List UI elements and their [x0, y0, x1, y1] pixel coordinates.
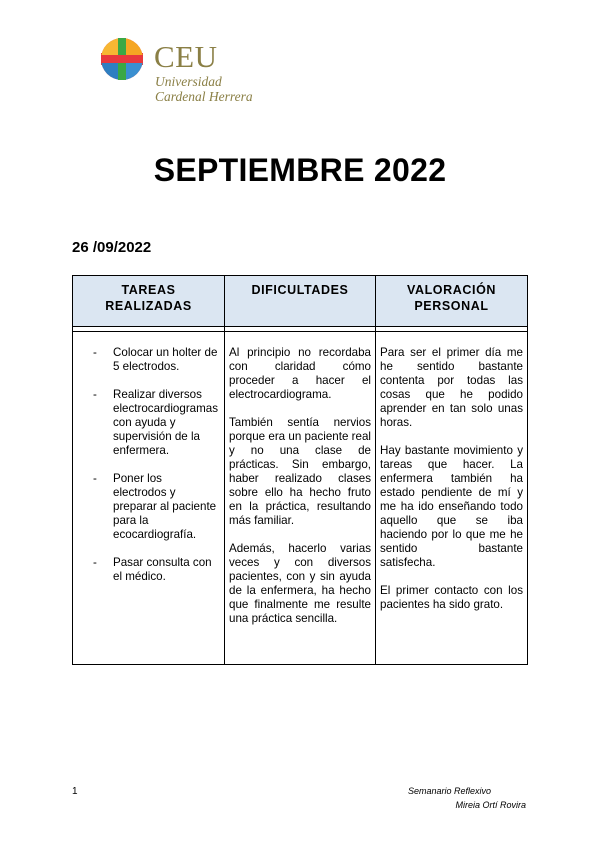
ceu-logo	[100, 37, 270, 107]
list-item: - Colocar un holter de 5 electrodos.	[93, 346, 218, 373]
header-assessment: VALORACIÓN PERSONAL	[376, 276, 528, 327]
logo-name: CEU	[154, 39, 218, 74]
logo-line-2: Cardenal Herrera	[155, 89, 253, 104]
entry-date: 26 /09/2022	[72, 239, 152, 256]
tasks-cell	[73, 332, 225, 665]
task-text: Pasar consulta con el médico.	[113, 556, 212, 583]
tasks-list	[93, 346, 218, 584]
header-tasks: TAREAS REALIZADAS	[73, 276, 225, 327]
table-header-row	[73, 276, 528, 327]
table-row	[73, 332, 528, 665]
footer-document-title: Semanario Reflexivo	[407, 786, 491, 796]
task-text: Realizar diversos electrocardiogramas con ayuda y supervisión de la enfermera.	[113, 388, 219, 457]
assessment-paragraph: Para ser el primer día me he sentido bastante contenta por todas las cosas que he podido aprender en tan solo unas horas.	[380, 346, 523, 429]
reflection-table	[72, 275, 528, 665]
page-title: SEPTIEMBRE 2022	[153, 152, 447, 188]
footer-author: Mireia Ortí Rovira	[455, 800, 526, 810]
difficulties-cell	[225, 332, 376, 665]
task-text: Poner los electrodos y preparar al paciente para la ecocardiografía.	[113, 472, 217, 541]
list-item: - Poner los electrodos y preparar al paciente para la ecocardiografía.	[93, 472, 217, 541]
difficulty-paragraph: Al principio no recordaba con claridad cómo proceder a hacer el electrocardiograma.	[229, 346, 371, 401]
header-difficulties: DIFICULTADES	[225, 276, 376, 327]
ceu-emblem-icon	[100, 37, 144, 81]
logo-line-1: Universidad	[155, 74, 222, 89]
assessment-cell	[376, 332, 528, 665]
difficulty-paragraph: También sentía nervios porque era un paciente real y no una clase de prácticas. Sin embargo, haber realizado clases sobre ello ha hecho fruto en la práctica, resultando más familiar.	[229, 416, 371, 527]
assessment-paragraph: El primer contacto con los pacientes ha sido grato.	[380, 584, 523, 611]
assessment-paragraph: Hay bastante movimiento y tareas que hacer. La enfermera también ha estado pendiente de mí y me ha ido enseñando todo aquello que se iba haciendo por lo que me he sentido bastante satisfecha.	[380, 444, 523, 569]
list-item: - Pasar consulta con el médico.	[93, 556, 212, 583]
page-number: 1	[72, 786, 78, 797]
task-text: Colocar un holter de 5 electrodos.	[113, 346, 218, 373]
difficulty-paragraph: Además, hacerlo varias veces y con diversos pacientes, con y sin ayuda de la enfermera, ha hecho que finalmente me resulte una práctica sencilla.	[229, 542, 371, 625]
list-item: - Realizar diversos electrocardiogramas con ayuda y supervisión de la enfermera.	[93, 388, 219, 457]
